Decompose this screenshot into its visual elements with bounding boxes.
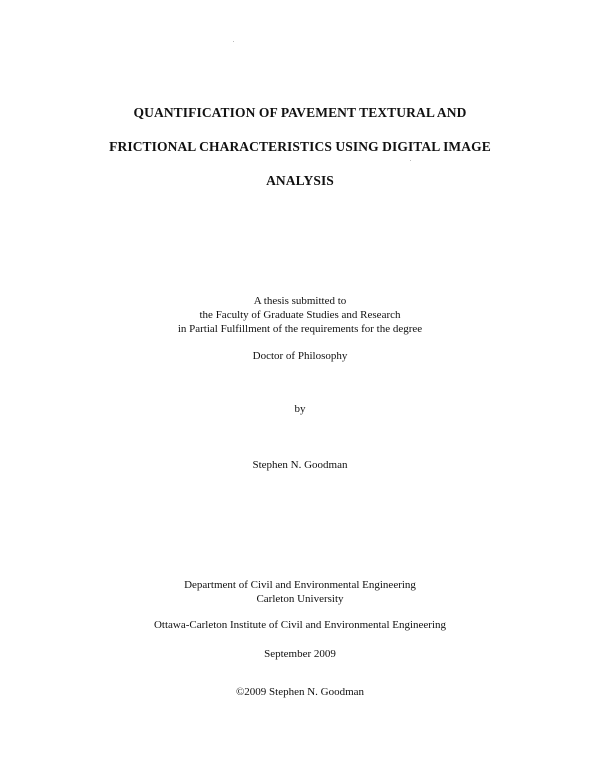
submission-line-2: the Faculty of Graduate Studies and Research bbox=[199, 309, 401, 321]
institute-name: Ottawa-Carleton Institute of Civil and Environmental Engineering bbox=[153, 619, 447, 631]
title-line-3: ANALYSIS bbox=[266, 173, 334, 188]
author-name: Stephen N. Goodman bbox=[252, 459, 348, 471]
university-name: Carleton University bbox=[256, 593, 344, 605]
by-label: by bbox=[294, 403, 306, 415]
scan-speck bbox=[410, 160, 411, 161]
title-line-1: QUANTIFICATION OF PAVEMENT TEXTURAL AND bbox=[133, 105, 467, 120]
submission-line-1: A thesis submitted to bbox=[253, 295, 347, 307]
copyright-notice: ©2009 Stephen N. Goodman bbox=[235, 686, 365, 698]
submission-line-3: in Partial Fulfillment of the requirements for the degree bbox=[177, 323, 423, 335]
scan-speck bbox=[233, 41, 234, 42]
degree-name: Doctor of Philosophy bbox=[252, 350, 348, 362]
submission-date: September 2009 bbox=[264, 648, 336, 660]
title-line-2: FRICTIONAL CHARACTERISTICS USING DIGITAL IMAGE bbox=[109, 139, 491, 154]
department-name: Department of Civil and Environmental Engineering bbox=[184, 579, 416, 591]
